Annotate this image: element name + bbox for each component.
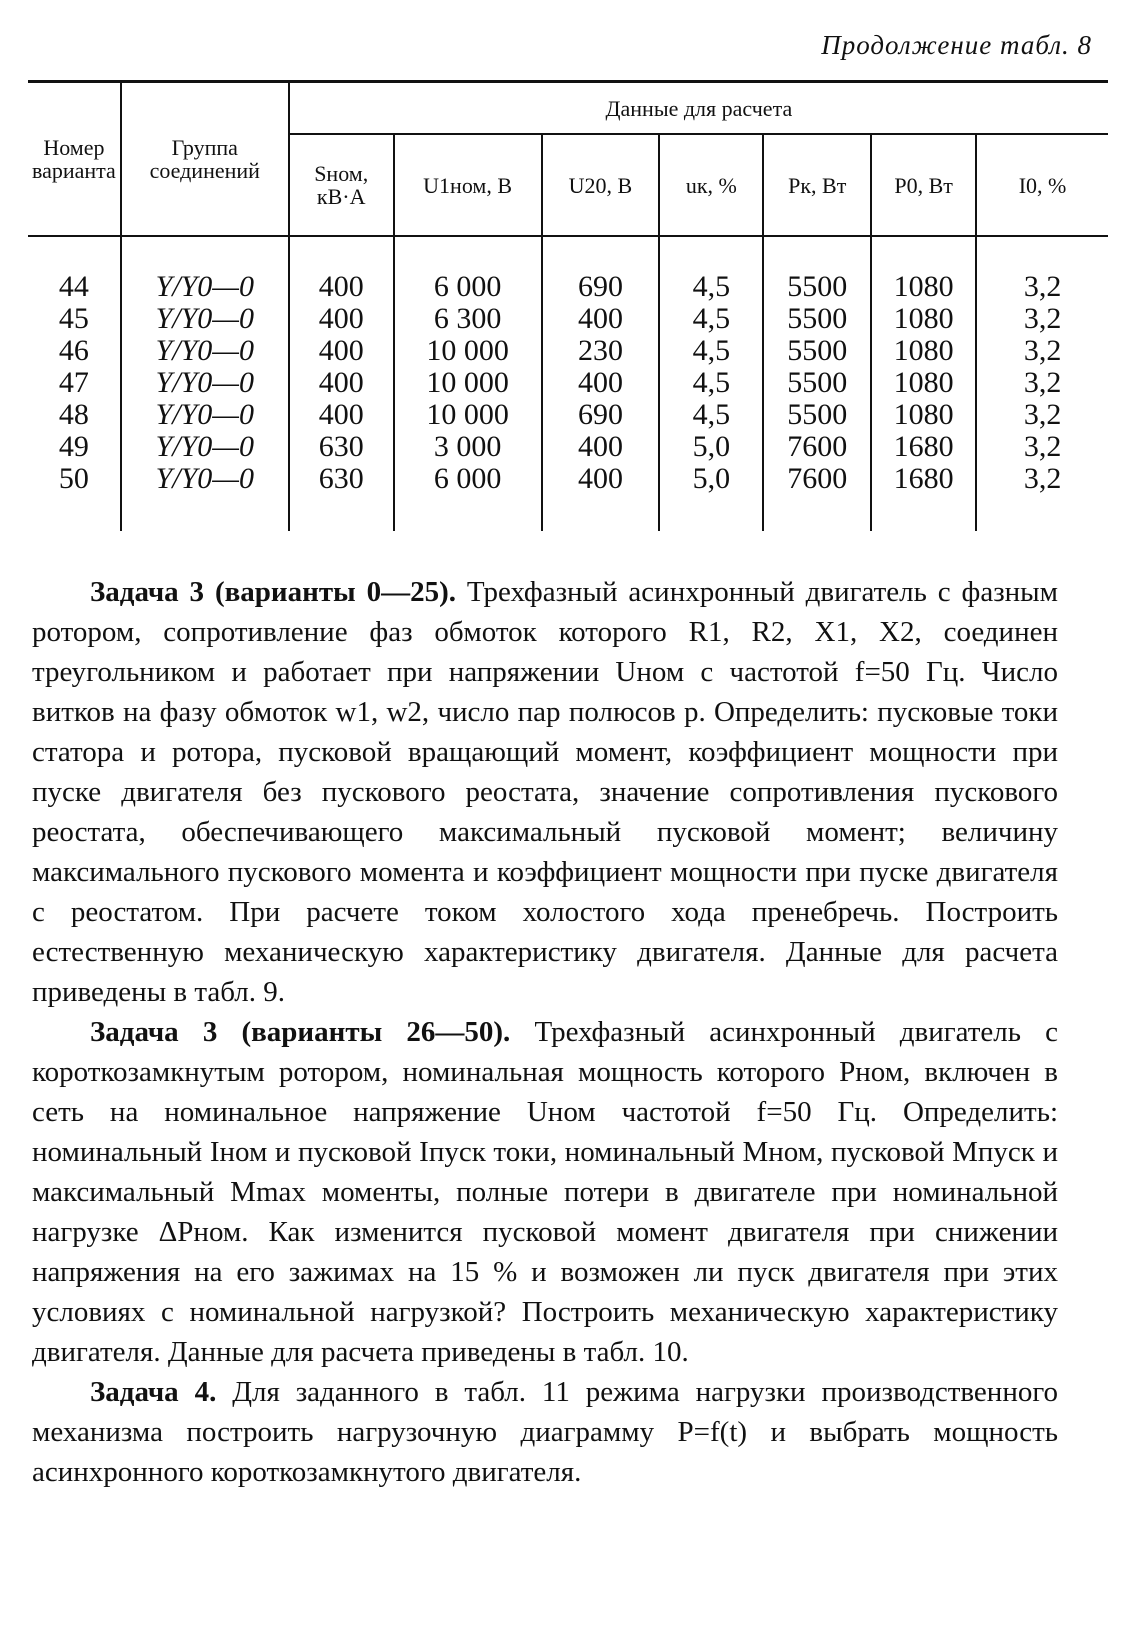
header-s-nom: Sном, кВ·А xyxy=(289,134,394,236)
cell-p0: 1080 xyxy=(871,335,976,367)
cell-uk: 4,5 xyxy=(659,335,763,367)
header-p0: P0, Вт xyxy=(871,134,976,236)
task-paragraph xyxy=(32,572,1058,1012)
cell-variant: 47 xyxy=(58,366,89,399)
cell-group: Y/Y0—0 xyxy=(121,303,289,335)
cell-u1-nom: 6 300 xyxy=(394,303,542,335)
task-body: Для заданного в табл. 11 режима нагрузки производственного механизма построить нагрузочную диаграмму P=f(t) и выбрать мощность асинхронного короткозамкнутого двигателя. xyxy=(32,1376,1059,1488)
cell-uk: 4,5 xyxy=(659,399,763,431)
cell-variant: 44 xyxy=(58,270,89,303)
cell-u20: 400 xyxy=(542,431,660,463)
cell-p0: 1680 xyxy=(871,463,976,531)
task-paragraph xyxy=(32,1012,1058,1372)
table-row xyxy=(28,463,1108,531)
cell-uk: 4,5 xyxy=(659,367,763,399)
cell-s-nom: 400 xyxy=(289,236,394,303)
cell-group: Y/Y0—0 xyxy=(121,463,289,531)
task-heading: Задача 3 (варианты 26—50). xyxy=(90,1016,511,1048)
cell-i0: 3,2 xyxy=(976,463,1108,531)
cell-u1-nom: 6 000 xyxy=(394,236,542,303)
cell-group: Y/Y0—0 xyxy=(121,236,289,303)
cell-uk: 5,0 xyxy=(659,463,763,531)
cell-u20: 400 xyxy=(542,463,660,531)
cell-i0: 3,2 xyxy=(976,335,1108,367)
cell-variant: 48 xyxy=(58,398,89,431)
cell-i0: 3,2 xyxy=(976,236,1108,303)
task-body: Трехфазный асинхронный двигатель с фазным ротором, сопротивление фаз обмоток которого R1, R2, X1, X2, соединен треугольником и работает при напряжении Uном с частотой f=50 Гц. Число витков на фазу обмоток w1, w2, число пар полюсов p. Определить: пусковые токи статора и ротора, пусковой вращающий момент, коэффициент мощности при пуске двигателя без пускового реостата, значение сопротивления пускового реостата, обеспечивающего максимальный пусковой момент; величину максимального пускового момента и коэффициент мощности при пуске двигателя с реостатом. При расчете током холостого хода пренебречь. Построить естественную механическую характеристику двигателя. Данные для расчета приведены в табл. 9. xyxy=(32,576,1058,1008)
cell-pk: 5500 xyxy=(763,335,871,367)
cell-group: Y/Y0—0 xyxy=(121,367,289,399)
table-row xyxy=(28,335,1108,367)
cell-variant: 46 xyxy=(58,334,89,367)
cell-u20: 400 xyxy=(542,367,660,399)
cell-s-nom: 400 xyxy=(289,399,394,431)
cell-group: Y/Y0—0 xyxy=(121,399,289,431)
cell-u20: 400 xyxy=(542,303,660,335)
table-row xyxy=(28,367,1108,399)
cell-i0: 3,2 xyxy=(976,367,1108,399)
cell-p0: 1680 xyxy=(871,431,976,463)
cell-s-nom: 400 xyxy=(289,303,394,335)
header-uk: uк, % xyxy=(659,134,763,236)
header-u1-nom: U1ном, В xyxy=(394,134,542,236)
header-i0: I0, % xyxy=(976,134,1108,236)
cell-u20: 690 xyxy=(542,236,660,303)
cell-uk: 4,5 xyxy=(659,303,763,335)
cell-pk: 5500 xyxy=(763,303,871,335)
cell-p0: 1080 xyxy=(871,367,976,399)
header-pk: Pк, Вт xyxy=(763,134,871,236)
cell-pk: 7600 xyxy=(763,463,871,531)
table-row xyxy=(28,236,1108,303)
cell-group: Y/Y0—0 xyxy=(121,335,289,367)
transformer-data-table xyxy=(28,80,1108,531)
cell-s-nom: 630 xyxy=(289,431,394,463)
cell-group: Y/Y0—0 xyxy=(121,431,289,463)
table-row xyxy=(28,303,1108,335)
header-variant: Номер варианта xyxy=(28,82,121,237)
task-heading: Задача 3 (варианты 0—25). xyxy=(90,576,457,608)
cell-pk: 5500 xyxy=(763,399,871,431)
cell-p0: 1080 xyxy=(871,399,976,431)
cell-uk: 5,0 xyxy=(659,431,763,463)
cell-u20: 230 xyxy=(542,335,660,367)
cell-s-nom: 400 xyxy=(289,335,394,367)
cell-u20: 690 xyxy=(542,399,660,431)
cell-i0: 3,2 xyxy=(976,399,1108,431)
table-row xyxy=(28,431,1108,463)
cell-u1-nom: 10 000 xyxy=(394,367,542,399)
cell-u1-nom: 10 000 xyxy=(394,335,542,367)
cell-pk: 7600 xyxy=(763,431,871,463)
table-caption: Продолжение табл. 8 xyxy=(821,30,1092,60)
cell-p0: 1080 xyxy=(871,236,976,303)
cell-pk: 5500 xyxy=(763,367,871,399)
cell-pk: 5500 xyxy=(763,236,871,303)
cell-i0: 3,2 xyxy=(976,303,1108,335)
cell-variant: 50 xyxy=(58,462,89,495)
cell-p0: 1080 xyxy=(871,303,976,335)
cell-variant: 49 xyxy=(58,430,89,463)
table-row xyxy=(28,399,1108,431)
task-body: Трехфазный асинхронный двигатель с короткозамкнутым ротором, номинальная мощность которого Pном, включен в сеть на номинальное напряжение Uном частотой f=50 Гц. Определить: номинальный Iном и пусковой Iпуск токи, номинальный Mном, пусковой Mпуск и максимальный Mmax моменты, полные потери в двигателе при номинальной нагрузке ΔPном. Как изменится пусковой момент двигателя при снижении напряжения на его зажимах на 15 % и возможен ли пуск двигателя при этих условиях с номинальной нагрузкой? Построить механическую характеристику двигателя. Данные для расчета приведены в табл. 10. xyxy=(32,1016,1058,1368)
cell-s-nom: 400 xyxy=(289,367,394,399)
task-text xyxy=(32,572,1058,1492)
task-paragraph xyxy=(32,1372,1058,1492)
cell-i0: 3,2 xyxy=(976,431,1108,463)
task-heading: Задача 4. xyxy=(90,1376,217,1408)
cell-u1-nom: 6 000 xyxy=(394,463,542,531)
cell-u1-nom: 10 000 xyxy=(394,399,542,431)
header-group: Группа соединений xyxy=(121,82,289,237)
cell-variant: 45 xyxy=(58,302,89,335)
cell-uk: 4,5 xyxy=(659,236,763,303)
header-calc-data: Данные для расчета xyxy=(289,82,1108,135)
header-u20: U20, В xyxy=(542,134,660,236)
cell-s-nom: 630 xyxy=(289,463,394,531)
cell-u1-nom: 3 000 xyxy=(394,431,542,463)
